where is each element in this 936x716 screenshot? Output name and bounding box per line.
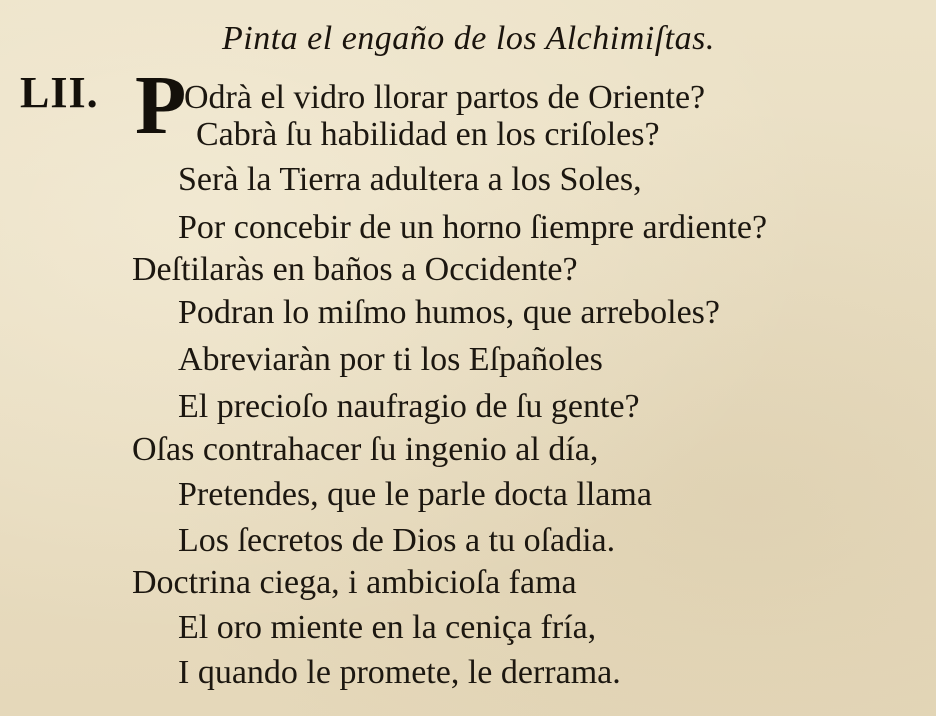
verse-line: Serà la Tierra adultera a los Soles, [178,161,642,198]
stanza-number: LII. [20,68,99,117]
poem-heading: Pinta el engaño de los Alchimiſtas. [222,20,715,57]
verse-line: Deſtilaràs en baños a Occidente? [132,251,578,288]
verse-line: Cabrà ſu habilidad en los criſoles? [196,116,660,153]
drop-cap: P [135,59,187,152]
verse-line: El precioſo naufragio de ſu gente? [178,388,640,425]
verse-line: Por concebir de un horno ſiempre ardiente? [178,209,768,246]
verse-line: Abreviaràn por ti los Eſpañoles [178,341,603,378]
verse-line: Doctrina ciega, i ambicioſa fama [132,564,577,601]
verse-line: Odrà el vidro llorar partos de Oriente? [184,79,706,116]
verse-line: Pretendes, que le parle docta llama [178,476,652,513]
verse-line: Los ſecretos de Dios a tu oſadia. [178,522,616,559]
verse-line: El oro miente en la ceniça fría, [178,609,597,646]
verse-line: I quando le promete, le derrama. [178,654,621,691]
verse-line: Oſas contrahacer ſu ingenio al día, [132,431,599,468]
verse-line: Podran lo miſmo humos, que arreboles? [178,294,721,331]
